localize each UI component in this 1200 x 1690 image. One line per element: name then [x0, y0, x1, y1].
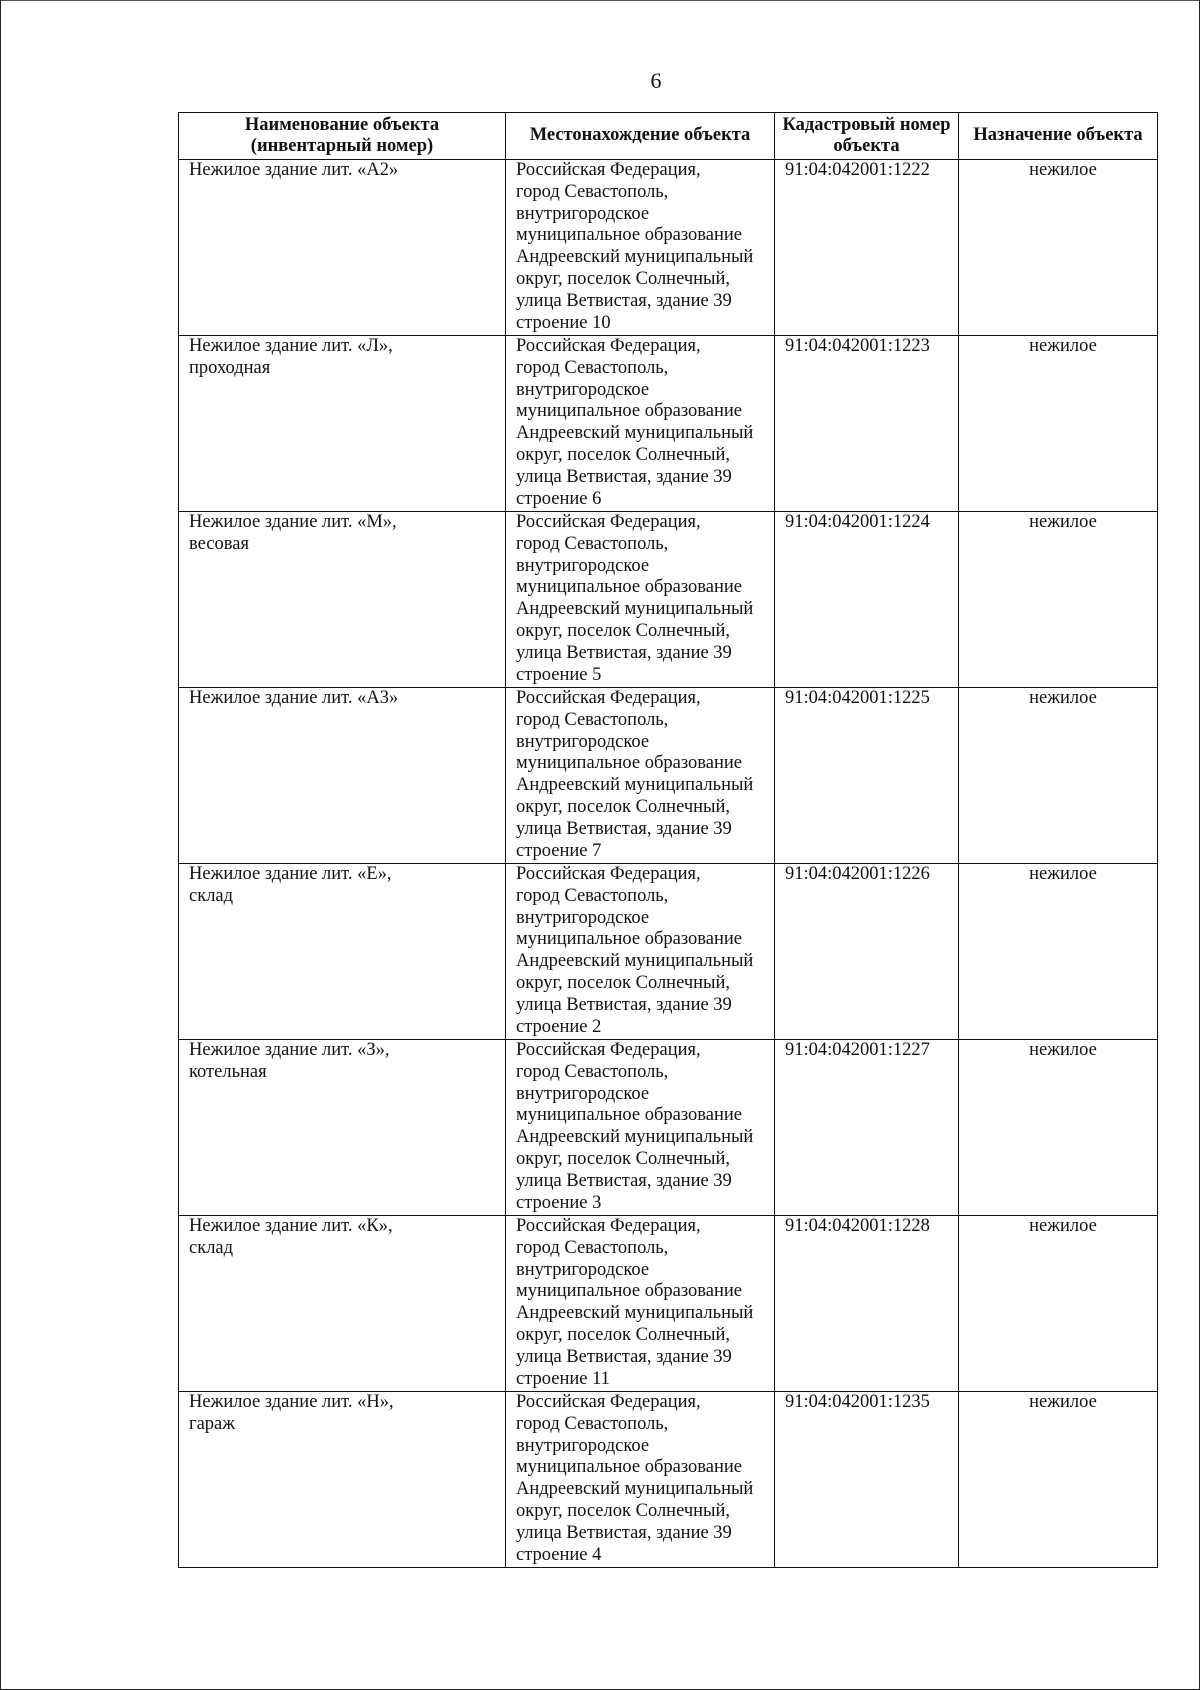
location-line: Российская Федерация,: [516, 1392, 701, 1412]
property-table: [178, 112, 1158, 1568]
location-line: город Севастополь,: [516, 1061, 669, 1082]
location-line: Российская Федерация,: [516, 688, 701, 708]
location-line: Андреевский муниципальный: [516, 599, 754, 620]
location-cell: [506, 1216, 775, 1392]
location-cell: [506, 160, 775, 336]
location-line: строение 5: [516, 664, 602, 685]
table-row: [179, 688, 1158, 864]
page-number: 6: [650, 68, 662, 93]
purpose-cell: нежилое: [959, 864, 1158, 1040]
location-line: строение 4: [516, 1544, 602, 1565]
location-line: округ, поселок Солнечный,: [516, 1500, 730, 1521]
object-name-cell: [179, 688, 506, 864]
table-row: [179, 1392, 1158, 1568]
object-name-cell: [179, 1216, 506, 1392]
location-line: муниципальное образование: [516, 753, 743, 774]
location-line: строение 11: [516, 1368, 610, 1389]
location-line: Российская Федерация,: [516, 160, 701, 180]
location-line: Российская Федерация,: [516, 1040, 701, 1060]
location-line: округ, поселок Солнечный,: [516, 796, 730, 817]
object-name-line: Нежилое здание лит. «А3»: [189, 688, 399, 708]
table-header-row: [179, 113, 1158, 160]
location-cell: [506, 864, 775, 1040]
table-row: [179, 160, 1158, 336]
table-row: [179, 336, 1158, 512]
purpose-cell: нежилое: [959, 688, 1158, 864]
location-line: внутригородское: [516, 1259, 650, 1280]
location-line: улица Ветвистая, здание 39: [516, 818, 732, 839]
object-name-line: котельная: [189, 1061, 267, 1082]
location-line: улица Ветвистая, здание 39: [516, 642, 732, 663]
location-line: внутригородское: [516, 907, 650, 928]
object-name-line: Нежилое здание лит. «Е»,: [189, 864, 392, 884]
location-line: город Севастополь,: [516, 1237, 669, 1258]
location-line: округ, поселок Солнечный,: [516, 268, 730, 289]
location-line: муниципальное образование: [516, 225, 743, 246]
object-name-cell: [179, 160, 506, 336]
object-name-cell: [179, 864, 506, 1040]
location-line: город Севастополь,: [516, 1413, 669, 1434]
object-name-cell: [179, 512, 506, 688]
location-cell: [506, 688, 775, 864]
location-line: муниципальное образование: [516, 401, 743, 422]
object-name-line: Нежилое здание лит. «М»,: [189, 512, 397, 532]
location-line: округ, поселок Солнечный,: [516, 1148, 730, 1169]
location-line: муниципальное образование: [516, 1457, 743, 1478]
location-cell: [506, 512, 775, 688]
location-line: Российская Федерация,: [516, 512, 701, 532]
object-name-line: весовая: [189, 533, 249, 554]
location-line: строение 3: [516, 1192, 602, 1213]
location-line: муниципальное образование: [516, 929, 743, 950]
purpose-cell: нежилое: [959, 336, 1158, 512]
location-cell: [506, 1040, 775, 1216]
location-line: Российская Федерация,: [516, 336, 701, 356]
location-line: город Севастополь,: [516, 885, 669, 906]
location-line: округ, поселок Солнечный,: [516, 1324, 730, 1345]
location-line: внутригородское: [516, 555, 650, 576]
object-name-line: склад: [189, 885, 234, 906]
object-name-line: Нежилое здание лит. «А2»: [189, 160, 399, 180]
location-line: Андреевский муниципальный: [516, 1479, 754, 1500]
location-line: Андреевский муниципальный: [516, 1127, 754, 1148]
location-line: улица Ветвистая, здание 39: [516, 1346, 732, 1367]
location-line: округ, поселок Солнечный,: [516, 444, 730, 465]
object-name-line: проходная: [189, 357, 271, 378]
location-line: строение 10: [516, 312, 611, 333]
location-line: город Севастополь,: [516, 181, 669, 202]
location-line: внутригородское: [516, 1435, 650, 1456]
header-name: Наименование объекта (инвентарный номер): [179, 113, 506, 160]
purpose-cell: нежилое: [959, 1392, 1158, 1568]
cadastral-number-cell: 91:04:042001:1226: [775, 864, 959, 1040]
purpose-cell: нежилое: [959, 160, 1158, 336]
location-line: строение 2: [516, 1016, 602, 1037]
table-body: [179, 160, 1158, 1568]
location-cell: [506, 336, 775, 512]
location-line: Андреевский муниципальный: [516, 951, 754, 972]
location-line: внутригородское: [516, 203, 650, 224]
object-name-cell: [179, 1040, 506, 1216]
cadastral-number-cell: 91:04:042001:1222: [775, 160, 959, 336]
header-location: Местонахождение объекта: [506, 113, 775, 160]
location-line: город Севастополь,: [516, 709, 669, 730]
location-line: внутригородское: [516, 379, 650, 400]
object-name-cell: [179, 336, 506, 512]
location-line: улица Ветвистая, здание 39: [516, 290, 732, 311]
location-line: Российская Федерация,: [516, 864, 701, 884]
location-cell: [506, 1392, 775, 1568]
location-line: муниципальное образование: [516, 1105, 743, 1126]
cadastral-number-cell: 91:04:042001:1223: [775, 336, 959, 512]
cadastral-number-cell: 91:04:042001:1227: [775, 1040, 959, 1216]
object-name-line: Нежилое здание лит. «К»,: [189, 1216, 393, 1236]
location-line: Андреевский муниципальный: [516, 247, 754, 268]
location-line: город Севастополь,: [516, 533, 669, 554]
object-name-line: Нежилое здание лит. «З»,: [189, 1040, 390, 1060]
location-line: город Севастополь,: [516, 357, 669, 378]
location-line: строение 6: [516, 488, 602, 509]
location-line: округ, поселок Солнечный,: [516, 620, 730, 641]
location-line: внутригородское: [516, 731, 650, 752]
location-line: улица Ветвистая, здание 39: [516, 1522, 732, 1543]
location-line: строение 7: [516, 840, 602, 861]
cadastral-number-cell: 91:04:042001:1235: [775, 1392, 959, 1568]
location-line: улица Ветвистая, здание 39: [516, 466, 732, 487]
purpose-cell: нежилое: [959, 1216, 1158, 1392]
header-purpose: Назначение объекта: [959, 113, 1158, 160]
location-line: Российская Федерация,: [516, 1216, 701, 1236]
location-line: внутригородское: [516, 1083, 650, 1104]
location-line: улица Ветвистая, здание 39: [516, 1170, 732, 1191]
object-name-cell: [179, 1392, 506, 1568]
location-line: Андреевский муниципальный: [516, 1303, 754, 1324]
cadastral-number-cell: 91:04:042001:1225: [775, 688, 959, 864]
object-name-line: Нежилое здание лит. «Л»,: [189, 336, 393, 356]
table-row: [179, 1216, 1158, 1392]
table-row: [179, 864, 1158, 1040]
object-name-line: Нежилое здание лит. «Н»,: [189, 1392, 394, 1412]
header-cadastral: Кадастровый номер объекта: [775, 113, 959, 160]
location-line: Андреевский муниципальный: [516, 423, 754, 444]
location-line: округ, поселок Солнечный,: [516, 972, 730, 993]
table-row: [179, 512, 1158, 688]
location-line: Андреевский муниципальный: [516, 775, 754, 796]
cadastral-number-cell: 91:04:042001:1224: [775, 512, 959, 688]
object-name-line: гараж: [189, 1413, 236, 1434]
location-line: муниципальное образование: [516, 1281, 743, 1302]
cadastral-number-cell: 91:04:042001:1228: [775, 1216, 959, 1392]
purpose-cell: нежилое: [959, 512, 1158, 688]
object-name-line: склад: [189, 1237, 234, 1258]
location-line: улица Ветвистая, здание 39: [516, 994, 732, 1015]
purpose-cell: нежилое: [959, 1040, 1158, 1216]
location-line: муниципальное образование: [516, 577, 743, 598]
table-row: [179, 1040, 1158, 1216]
